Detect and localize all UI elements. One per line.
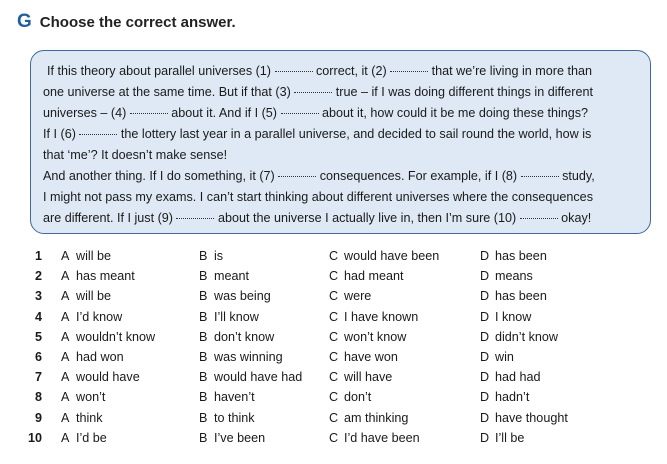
option-letter: B — [199, 390, 208, 405]
option-letter: B — [199, 370, 208, 385]
option-text: won’t know — [344, 329, 407, 344]
question-number: 2 — [34, 269, 42, 284]
option-d[interactable] — [480, 390, 529, 404]
option-d[interactable] — [480, 431, 524, 445]
passage-text: are different. If I just (9) — [43, 211, 177, 225]
option-text: I have known — [344, 309, 419, 324]
passage-text: about the universe I actually live in, then I’m sure (10) — [214, 211, 520, 225]
option-d[interactable] — [480, 411, 568, 425]
option-text: would have had — [214, 370, 303, 385]
option-c[interactable] — [329, 289, 371, 303]
option-letter: D — [480, 289, 490, 304]
answer-gap-8 — [521, 176, 559, 177]
option-d[interactable] — [480, 370, 541, 384]
question-number: 6 — [34, 349, 42, 364]
option-text: had meant — [344, 269, 404, 284]
passage-text: If I (6) — [43, 127, 80, 141]
option-letter: A — [61, 370, 70, 385]
option-text: means — [495, 269, 533, 284]
option-d[interactable] — [480, 330, 558, 344]
passage-text: one universe at the same time. But if that (3) — [43, 85, 295, 99]
passage-text: universes – (4) — [43, 106, 130, 120]
option-a[interactable] — [61, 370, 140, 384]
passage-text: that we’re living in more than — [428, 64, 592, 78]
option-a[interactable] — [61, 269, 135, 283]
option-letter: A — [61, 309, 70, 324]
option-letter: C — [329, 249, 339, 263]
passage-text: about it. And if I (5) — [167, 106, 281, 120]
option-letter: D — [480, 370, 490, 385]
option-letter: D — [480, 249, 490, 263]
option-text: has been — [495, 289, 547, 304]
option-text: I’ll know — [214, 309, 259, 324]
option-text: hadn’t — [495, 390, 530, 405]
option-text: won’t — [76, 390, 106, 405]
option-c[interactable] — [329, 350, 398, 364]
option-a[interactable] — [61, 431, 107, 445]
option-d[interactable] — [480, 249, 547, 263]
option-a[interactable] — [61, 390, 105, 404]
option-letter: A — [61, 430, 70, 445]
passage-text: okay! — [557, 211, 592, 225]
option-letter: A — [61, 249, 70, 263]
option-b[interactable] — [199, 350, 283, 364]
option-letter: C — [329, 349, 339, 364]
passage-line — [43, 208, 642, 229]
option-letter: A — [61, 329, 70, 344]
option-text: will be — [76, 249, 111, 263]
option-letter: B — [199, 430, 208, 445]
option-letter: C — [329, 430, 339, 445]
option-text: I’d have been — [344, 430, 420, 445]
option-b[interactable] — [199, 330, 274, 344]
option-text: am thinking — [344, 410, 409, 425]
option-text: meant — [214, 269, 250, 284]
option-text: will have — [344, 370, 393, 385]
option-letter: B — [199, 410, 208, 425]
option-letter: A — [61, 390, 70, 405]
passage-text: If this theory about parallel universes (1) — [47, 64, 275, 78]
option-letter: C — [329, 370, 339, 385]
option-letter: D — [480, 329, 490, 344]
option-c[interactable] — [329, 390, 371, 404]
option-d[interactable] — [480, 350, 514, 364]
option-b[interactable] — [199, 411, 255, 425]
option-a[interactable] — [61, 330, 155, 344]
option-letter: A — [61, 349, 70, 364]
option-letter: D — [480, 410, 490, 425]
option-b[interactable] — [199, 289, 271, 303]
passage-line — [43, 187, 642, 208]
option-a[interactable] — [61, 350, 124, 364]
option-letter: C — [329, 329, 339, 344]
option-letter: B — [199, 269, 208, 284]
option-text: to think — [214, 410, 255, 425]
question-number: 4 — [34, 309, 42, 324]
question-row — [0, 310, 667, 330]
option-text: didn’t know — [495, 329, 559, 344]
answer-gap-5 — [281, 113, 319, 114]
option-text: I’ll be — [495, 430, 525, 445]
option-letter: D — [480, 430, 490, 445]
option-a[interactable] — [61, 249, 111, 263]
answer-options — [0, 249, 667, 451]
option-text: don’t — [344, 390, 372, 405]
option-d[interactable] — [480, 310, 531, 324]
option-text: I’d be — [76, 430, 107, 445]
option-letter: A — [61, 269, 70, 284]
answer-gap-10 — [520, 218, 558, 219]
option-text: I’ve been — [214, 430, 266, 445]
question-number: 3 — [34, 289, 42, 304]
question-number: 8 — [34, 390, 42, 405]
option-text: have thought — [495, 410, 568, 425]
option-b[interactable] — [199, 310, 259, 324]
passage-text: consequences. For example, if I (8) — [316, 169, 521, 183]
option-b[interactable] — [199, 431, 265, 445]
option-text: was being — [214, 289, 271, 304]
option-letter: C — [329, 269, 339, 284]
answer-gap-6 — [79, 134, 117, 135]
option-c[interactable] — [329, 330, 406, 344]
option-c[interactable] — [329, 411, 408, 425]
option-c[interactable] — [329, 269, 404, 283]
option-text: would have — [76, 370, 140, 385]
option-c[interactable] — [329, 249, 439, 263]
option-b[interactable] — [199, 249, 223, 263]
option-letter: B — [199, 249, 208, 263]
option-text: wouldn’t know — [76, 329, 156, 344]
option-letter: A — [61, 289, 70, 304]
question-row — [0, 390, 667, 410]
passage-text: I might not pass my exams. I can’t start thinking about different universes where the consequences — [43, 190, 593, 204]
option-letter: D — [480, 269, 490, 284]
option-text: has been — [495, 249, 547, 263]
option-letter: B — [199, 289, 208, 304]
answer-gap-4 — [130, 113, 168, 114]
answer-gap-2 — [390, 71, 428, 72]
question-number: 9 — [34, 410, 42, 425]
passage-text: that ‘me’? It doesn’t make sense! — [43, 148, 228, 162]
passage-line — [43, 166, 642, 187]
option-letter: B — [199, 329, 208, 344]
question-row — [0, 289, 667, 309]
passage-text: And another thing. If I do something, it (7) — [43, 169, 279, 183]
passage-line — [43, 61, 642, 82]
passage-line — [43, 124, 642, 145]
option-a[interactable] — [61, 310, 122, 324]
question-row — [0, 411, 667, 431]
option-d[interactable] — [480, 289, 547, 303]
passage-line — [43, 103, 642, 124]
option-c[interactable] — [329, 370, 392, 384]
passage-text: the lottery last year in a parallel universe, and decided to sail round the world, how is — [117, 127, 592, 141]
option-text: was winning — [214, 349, 283, 364]
option-letter: C — [329, 309, 339, 324]
question-row — [0, 431, 667, 451]
passage-line — [43, 82, 642, 103]
question-number: 10 — [27, 430, 42, 445]
passage-text: correct, it (2) — [312, 64, 391, 78]
question-number: 1 — [34, 249, 42, 263]
question-row — [0, 269, 667, 289]
option-text: would have been — [344, 249, 440, 263]
option-text: win — [495, 349, 514, 364]
question-row — [0, 249, 667, 269]
option-text: haven’t — [214, 390, 255, 405]
option-letter: A — [61, 410, 70, 425]
option-letter: C — [329, 390, 339, 405]
answer-gap-1 — [275, 71, 313, 72]
passage-text: about it, how could it be me doing these things? — [318, 106, 589, 120]
option-text: I know — [495, 309, 532, 324]
option-text: think — [76, 410, 103, 425]
passage-text: true – if I was doing different things in different — [332, 85, 593, 99]
passage-box — [30, 50, 651, 234]
question-number: 5 — [34, 329, 42, 344]
answer-gap-3 — [294, 92, 332, 93]
option-text: is — [214, 249, 224, 263]
option-text: have won — [344, 349, 398, 364]
option-text: had won — [76, 349, 124, 364]
option-b[interactable] — [199, 269, 249, 283]
question-row — [0, 370, 667, 390]
option-text: has meant — [76, 269, 135, 284]
option-b[interactable] — [199, 390, 255, 404]
option-letter: D — [480, 349, 490, 364]
exercise-title: Choose the correct answer. — [39, 14, 236, 31]
option-text: had had — [495, 370, 541, 385]
answer-gap-7 — [278, 176, 316, 177]
option-text: will be — [76, 289, 111, 304]
option-b[interactable] — [199, 370, 302, 384]
passage-line — [43, 145, 642, 166]
option-text: don’t know — [214, 329, 275, 344]
option-letter: B — [199, 349, 208, 364]
option-c[interactable] — [329, 310, 418, 324]
option-letter: B — [199, 309, 208, 324]
option-text: were — [344, 289, 372, 304]
option-text: I’d know — [76, 309, 123, 324]
option-a[interactable] — [61, 411, 103, 425]
option-c[interactable] — [329, 431, 420, 445]
option-d[interactable] — [480, 269, 533, 283]
answer-gap-9 — [176, 218, 214, 219]
exercise-header — [17, 11, 236, 33]
question-number: 7 — [34, 370, 42, 385]
question-row — [0, 350, 667, 370]
option-letter: C — [329, 410, 339, 425]
option-a[interactable] — [61, 289, 111, 303]
option-letter: C — [329, 289, 339, 304]
section-letter: G — [17, 11, 32, 32]
question-row — [0, 330, 667, 350]
passage-text: study, — [558, 169, 595, 183]
option-letter: D — [480, 309, 490, 324]
option-letter: D — [480, 390, 490, 405]
